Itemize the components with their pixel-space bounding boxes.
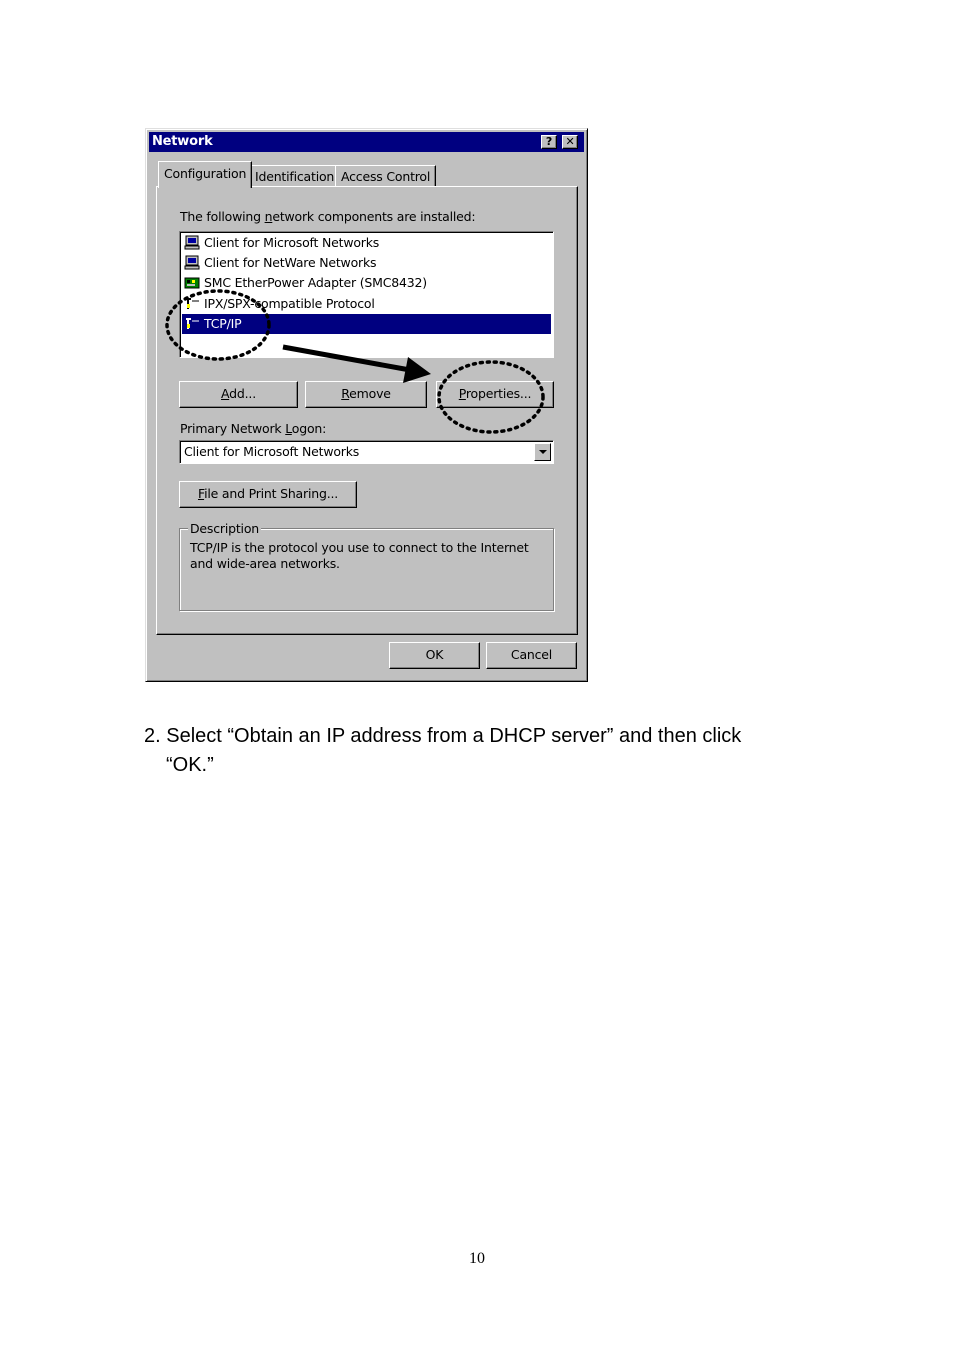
instruction-line-2: “OK.”: [166, 754, 214, 776]
add-button[interactable]: Add...: [179, 381, 298, 408]
list-item[interactable]: IPX/SPX-compatible Protocol: [182, 294, 551, 314]
tab-configuration[interactable]: Configuration: [158, 161, 252, 188]
client-network-icon: [184, 235, 200, 251]
tab-access-control[interactable]: Access Control: [335, 165, 436, 187]
list-item[interactable]: Client for NetWare Networks: [182, 253, 551, 273]
file-print-sharing-button[interactable]: File and Print Sharing...: [179, 481, 357, 508]
network-adapter-icon: [184, 275, 200, 291]
page-number: 10: [469, 1250, 485, 1267]
components-listbox[interactable]: [179, 231, 554, 358]
description-legend: Description: [190, 521, 259, 536]
tab-identification[interactable]: Identification: [249, 165, 340, 187]
ok-button[interactable]: OK: [389, 642, 480, 669]
logon-label: Primary Network Logon:: [180, 421, 327, 436]
description-group: [179, 521, 554, 611]
components-label: The following network components are installed:: [180, 209, 476, 224]
description-text: TCP/IP is the protocol you use to connect to the Internet and wide-area networks.: [190, 540, 529, 571]
properties-button[interactable]: Properties...: [436, 381, 554, 408]
list-item[interactable]: Client for Microsoft Networks: [182, 233, 551, 253]
instruction-text: [144, 722, 844, 780]
instruction-line-1: 2. Select “Obtain an IP address from a DHCP server” and then click: [144, 725, 742, 747]
cancel-button[interactable]: Cancel: [486, 642, 577, 669]
primary-logon-value: Client for Microsoft Networks: [184, 444, 360, 459]
remove-button[interactable]: Remove: [305, 381, 427, 408]
protocol-icon: [184, 316, 200, 332]
client-network-icon: [184, 255, 200, 271]
close-button[interactable]: ✕: [562, 135, 578, 149]
help-button[interactable]: ?: [541, 135, 557, 149]
dialog-title: Network: [152, 134, 213, 149]
network-dialog: [145, 128, 588, 682]
title-bar[interactable]: [149, 132, 584, 152]
primary-logon-select[interactable]: [179, 440, 554, 464]
chevron-down-icon[interactable]: [534, 443, 551, 461]
list-item[interactable]: SMC EtherPower Adapter (SMC8432): [182, 273, 551, 293]
protocol-icon: [184, 296, 200, 312]
list-item[interactable]: TCP/IP: [182, 314, 551, 334]
